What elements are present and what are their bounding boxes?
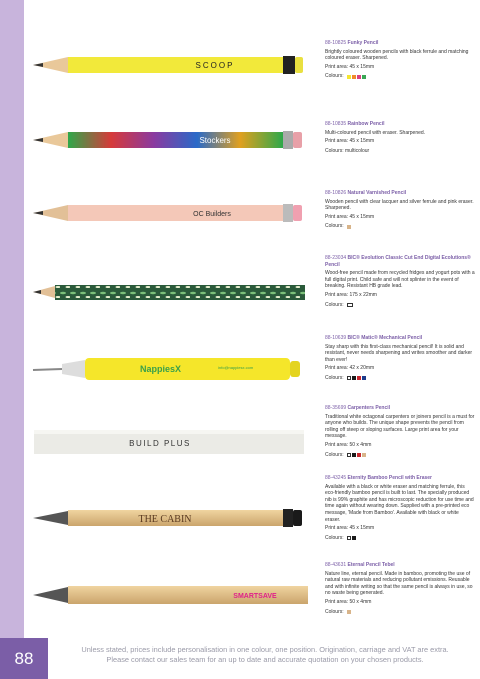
swatch-white bbox=[347, 453, 351, 457]
eternal-tebel-pencil-print: SMARTSAVE bbox=[233, 593, 277, 600]
product-code: 88-10825 bbox=[325, 40, 347, 46]
swatch-natural bbox=[347, 225, 351, 229]
print-area: Print area: 42 x 20mm bbox=[325, 365, 375, 372]
product-name: Carpenters Pencil bbox=[347, 405, 391, 411]
print-area: Print area: 50 x 4mm bbox=[325, 441, 372, 448]
product-entry bbox=[325, 190, 475, 230]
product-code: 88-23034 bbox=[325, 255, 347, 261]
product-name: Natural Varnished Pencil bbox=[347, 190, 407, 196]
product-description: Brightly coloured wooden pencils with black ferrule and matching coloured eraser. Sharpened. bbox=[325, 48, 469, 62]
product-entry bbox=[325, 335, 475, 382]
print-area: Print area: 45 x 15mm bbox=[325, 138, 375, 145]
product-entry bbox=[325, 562, 475, 615]
print-area: Print area: 50 x 4mm bbox=[325, 598, 372, 605]
page-number: 88 bbox=[0, 638, 48, 679]
product-entry bbox=[325, 255, 475, 308]
bic-matic-pencil-image bbox=[33, 358, 300, 380]
product-description: Nature line, eternal pencil. Made in bamboo, promoting the use of natural raw materials and reducing pollutant emissions. Reusable and with infinite writing so that the same pencil is always in use, so no waste being generated. bbox=[325, 570, 473, 597]
product-description: Stay sharp with this first-class mechanical pencil! It is solid and resistant, never needs sharpening and writes smoother and darker than ever! bbox=[325, 343, 473, 363]
product-description: Wood-free pencil made from recycled fridges and yogurt pots with a full digital print. Child safe and will not splinter in the event of breaking. Resistant HB grade lead. bbox=[325, 270, 475, 290]
funky-pencil-image bbox=[33, 56, 303, 74]
swatch-black bbox=[352, 536, 356, 540]
colour-swatches: Colours: bbox=[325, 609, 475, 616]
product-code: 88-10835 bbox=[325, 121, 347, 127]
product-name: Eternity Bamboo Pencil with Eraser bbox=[347, 475, 432, 481]
product-entry bbox=[325, 40, 475, 80]
swatch-orange bbox=[352, 75, 356, 79]
footer-line-1: Unless stated, prices include personalisation in one colour, one position. Origination, carriage and VAT are extra. bbox=[81, 645, 449, 654]
footer-line-2: Please contact our sales team for an up to date and accurate quotation on your chosen products. bbox=[106, 655, 424, 664]
colour-swatches: Colours: bbox=[325, 223, 475, 230]
footer-note bbox=[55, 645, 475, 665]
product-name: Funky Pencil bbox=[347, 40, 379, 46]
eternity-pencil-print: THE CABIN bbox=[138, 514, 192, 525]
swatch-red bbox=[357, 376, 361, 380]
product-code: 88-10639 bbox=[325, 335, 347, 341]
product-description: Multi-coloured pencil with eraser. Sharpened. bbox=[325, 129, 426, 136]
swatch-yellow bbox=[347, 75, 351, 79]
swatch-blue bbox=[362, 376, 366, 380]
colour-swatches: Colours: multicolour bbox=[325, 147, 370, 154]
product-description: Wooden pencil with clear lacquer and silver ferrule and pink eraser. Sharpened. bbox=[325, 198, 474, 212]
product-code: 88-35699 bbox=[325, 405, 347, 411]
carpenters-pencil-print: BUILD PLUS bbox=[129, 439, 191, 448]
eternal-tebel-pencil-image bbox=[33, 586, 308, 604]
colour-swatches: Colours: bbox=[325, 73, 475, 80]
print-area: Print area: 45 x 15mm bbox=[325, 63, 375, 70]
product-entry bbox=[325, 475, 475, 541]
carpenters-pencil-image bbox=[34, 430, 304, 454]
rainbow-pencil-print: Stockers bbox=[199, 136, 231, 145]
swatch-pink bbox=[357, 75, 361, 79]
product-code: 88-10826 bbox=[325, 190, 347, 196]
natural-pencil-image bbox=[33, 204, 302, 222]
swatch-black bbox=[352, 376, 356, 380]
product-description: Available with a black or white eraser and matching ferrule, this eco-friendly bamboo pencil is built to last. The specially produced nib is 99% graphite and has microscopic reduction for use time and time again without wearing down. Supplied with a pre-printed eco message, 'Made from Bamboo'. Available with black or white eraser. bbox=[325, 483, 474, 523]
funky-pencil-print: SCOOP bbox=[195, 61, 235, 70]
colour-swatches: Colours: bbox=[325, 535, 475, 542]
bic-evolution-pencil-image bbox=[33, 285, 305, 300]
swatch-white bbox=[347, 376, 351, 380]
eternity-bamboo-pencil-image bbox=[33, 509, 302, 527]
product-name: BIC® Matic® Mechanical Pencil bbox=[347, 335, 423, 341]
print-area: Print area: 175 x 22mm bbox=[325, 291, 377, 298]
colour-swatches: Colours: bbox=[325, 302, 475, 309]
swatch-red bbox=[357, 453, 361, 457]
product-entry bbox=[325, 121, 475, 154]
product-name: Rainbow Pencil bbox=[347, 121, 385, 127]
product-name: BIC® Evolution Classic Cut End Digital Ecolutions® Pencil bbox=[325, 255, 471, 268]
swatch-natural bbox=[362, 453, 366, 457]
natural-pencil-print: OC Builders bbox=[193, 211, 231, 218]
bic-matic-pencil-print: NappiesX bbox=[140, 364, 182, 374]
product-entry bbox=[325, 405, 475, 458]
product-name: Eternal Pencil Tebel bbox=[347, 562, 395, 568]
product-description: Traditional white octagonal carpenters or joiners pencil is a must for anyone who builds. The unique shape prevents the pencil from rolling off steep or sloping surfaces. Large print area for your message. bbox=[325, 413, 475, 440]
bic-matic-pencil-print-email: info@nappiesx.com bbox=[218, 365, 254, 370]
product-code: 88-43631 bbox=[325, 562, 347, 568]
swatch-green bbox=[362, 75, 366, 79]
swatch-white bbox=[347, 536, 351, 540]
product-code: 88-43245 bbox=[325, 475, 347, 481]
rainbow-pencil-image bbox=[33, 131, 302, 149]
print-area: Print area: 45 x 15mm bbox=[325, 213, 375, 220]
colour-swatches: Colours: bbox=[325, 452, 475, 459]
colour-swatches: Colours: bbox=[325, 375, 475, 382]
swatch-natural bbox=[347, 610, 351, 614]
swatch-white bbox=[347, 303, 353, 308]
swatch-black bbox=[352, 453, 356, 457]
print-area: Print area: 45 x 15mm bbox=[325, 525, 375, 532]
